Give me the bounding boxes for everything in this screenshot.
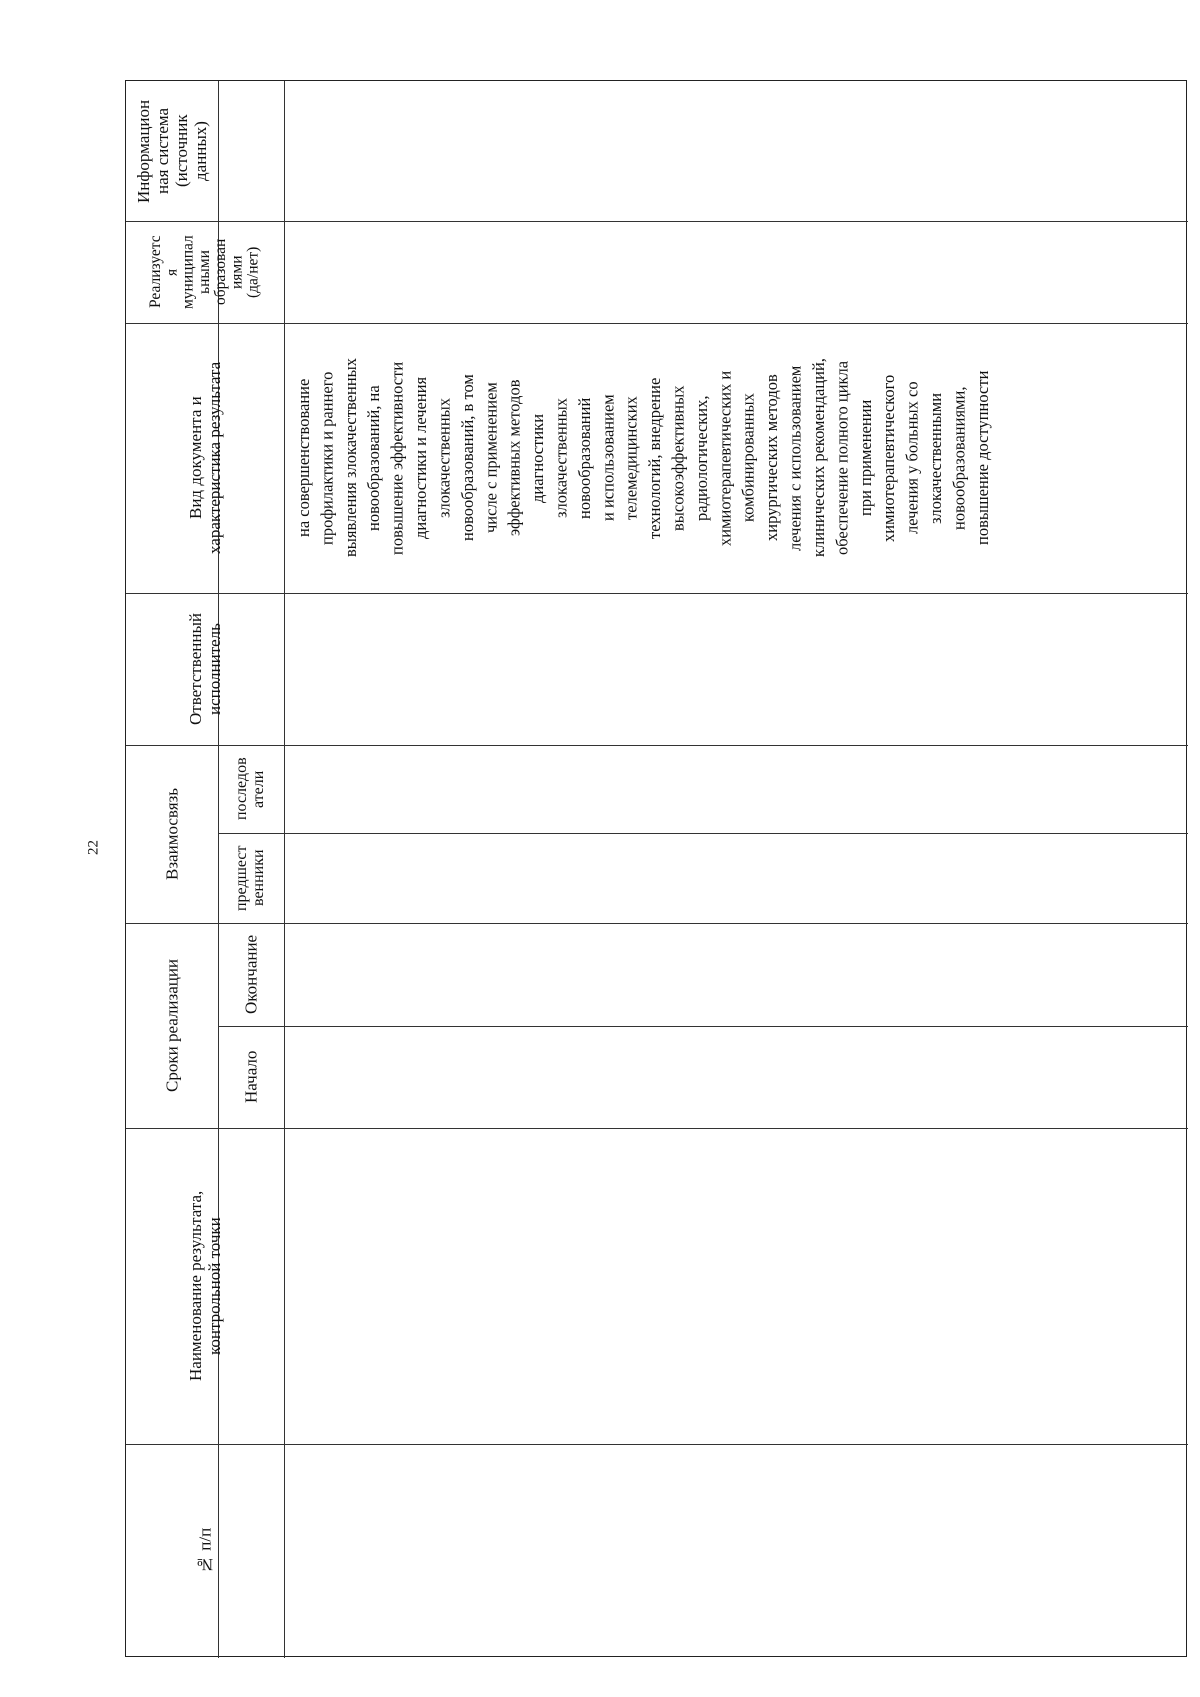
cell-responsible bbox=[284, 593, 1188, 745]
header-relation-text: Взаимосвязь bbox=[162, 788, 182, 881]
results-table bbox=[125, 80, 1187, 1657]
cell-name bbox=[284, 1128, 1188, 1444]
header-responsible-text: Ответственный исполнитель bbox=[185, 613, 224, 725]
cell-municipal bbox=[284, 221, 1188, 323]
cell-doc-type bbox=[284, 323, 1188, 593]
cell-info-system bbox=[284, 81, 1188, 221]
header-end-text: Окончание bbox=[241, 934, 261, 1015]
header-end bbox=[218, 923, 284, 1026]
header-num bbox=[126, 1444, 284, 1658]
header-doc-type bbox=[126, 323, 284, 593]
header-responsible bbox=[126, 593, 284, 745]
page-number: 22 bbox=[85, 840, 102, 856]
header-doc-type-text: Вид документа и характеристика результата bbox=[185, 361, 224, 555]
header-name-text: Наименование результата, контрольной точки bbox=[185, 1190, 224, 1382]
header-name bbox=[126, 1128, 284, 1444]
cell-successors bbox=[284, 745, 1188, 833]
header-relation bbox=[126, 745, 218, 923]
header-successors-text: последов атели bbox=[233, 757, 267, 821]
cell-predecessors bbox=[284, 833, 1188, 923]
header-num-text: № п/п bbox=[195, 1527, 215, 1575]
header-start-text: Начало bbox=[241, 1050, 261, 1104]
header-municipal bbox=[126, 221, 284, 323]
cell-num bbox=[284, 1444, 1188, 1658]
header-municipal-text: Реализуетс я муниципал ьными образован иями (да/нет) bbox=[147, 235, 262, 309]
cell-start bbox=[284, 1026, 1188, 1128]
header-info-system bbox=[126, 81, 218, 221]
header-predecessors-text: предшест венники bbox=[233, 845, 267, 911]
header-start bbox=[218, 1026, 284, 1128]
header-successors bbox=[218, 745, 284, 833]
cell-end bbox=[284, 923, 1188, 1026]
header-predecessors bbox=[218, 833, 284, 923]
header-info-system-text: Информацион ная система (источник данных) bbox=[133, 99, 211, 203]
header-terms bbox=[126, 923, 218, 1128]
cell-doc-type-text: на совершенствование профилактики и раннего выявления злокачественных новообразований, на повышение эффективности диагностики и лечения злокачественных новообразований, в том числе с применением эффективных методов диагностики злокачественных новообразований и использованием телемедицинских технологий, внедрение высокоэффективных радиологических, химиотерапевтических и комбинированных хирургических методов лечения с использованием клинических рекомендаций, обеспечение полного цикла при применении химиотерапевтического лечения у больных со злокачественными новообразованиями, повышение доступности bbox=[294, 358, 992, 558]
header-terms-text: Сроки реализации bbox=[162, 958, 182, 1093]
